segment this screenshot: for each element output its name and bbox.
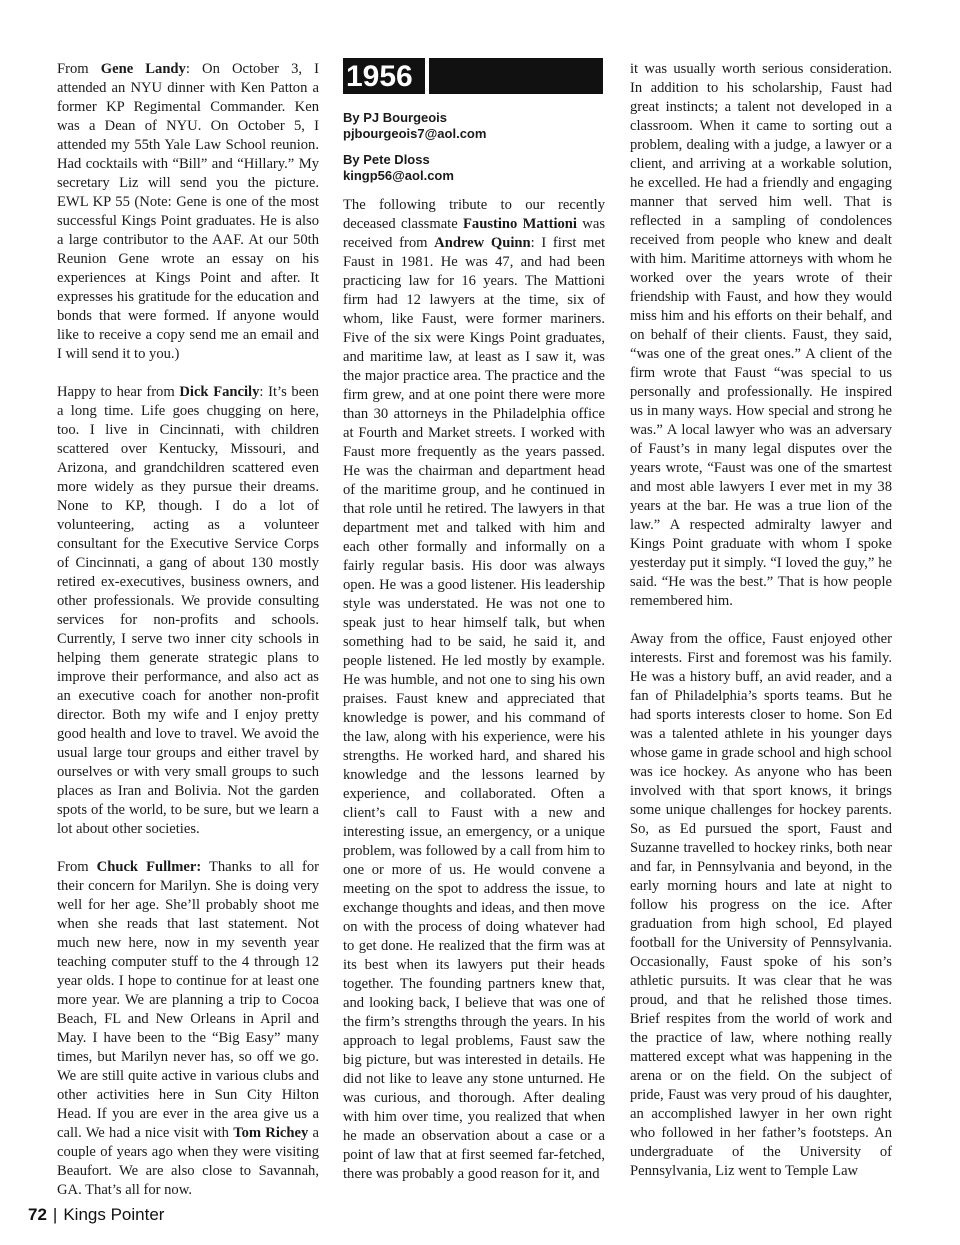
author-email[interactable]: pjbourgeois7@aol.com (343, 126, 487, 141)
footer-separator: | (52, 1205, 58, 1224)
byline (343, 152, 605, 184)
author-bylines (343, 110, 605, 194)
entry-mattioni-tribute: The following tribute to our recently deceased classmate Faustino Mattioni was received from Andrew Quinn: I first met Faust in 1981. He was 47, and had been practicing law for 16 years. The Mattioni firm had 12 lawyers at the time, six of whom, like Faust, were former mariners. Five of the six were Kings Point graduates, and maritime law, at least as I saw it, was the major practice area. The practice and the firm grew, and at one point there were more than 30 attorneys in the Philadelphia office at Fourth and Market streets. I worked with Faust more frequently as the years passed. He was the chairman and department head of the maritime group, and he continued in that role until he retired. The lawyers in that department met and talked with him and each other formally and informally on a fairly regular basis. His door was always open. He was a good listener. His leadership style was understated. He was not one to speak just to hear himself talk, but when something had to be said, he said it, and people listened. He led mostly by example. He was humble, and not one to sing his own praises. Faust knew and appreciated that knowledge is power, and his command of the law, along with his experience, were his strengths. He worked hard, and shared his knowledge and the lessons learned by experience, and collaborated. Often a client’s call to Faust with a new and interesting issue, an emergency, or a unique problem, was followed by a call from him to one or more of us. He would convene a meeting on the spot to address the issue, to exchange thoughts and ideas, and then move on with the process of doing whatever had to get done. He realized that the firm was at its best when its lawyers put their heads together. The founding partners knew that, and looking back, I believe that was one of the firm’s strengths through the years. In his approach to legal problems, Faust saw the big picture, but was interested in details. He did not like to leave any stone unturned. He was curious, and thorough. After dealing with him over time, you realized that when he made an observation about a case or a point of law that at first seemed far-fetched, there was probably a good reason for it, and (343, 197, 605, 1182)
column-middle (343, 196, 605, 1203)
entry-dick-fancily: Happy to hear from Dick Fancily: It’s been a long time. Life goes chugging on here, too. I live in Cincinnati, with children scattered over Kentucky, Missouri, and Arizona, and grandchildren scattered even more widely as they pursue their dreams. None to KP, though. I do a lot of volunteering, acting as a volunteer consultant for the Executive Service Corps of Cincinnati, a gang of about 130 mostly retired ex-executives, business owners, and other professionals. We provide consulting services for non-profits and schools. Currently, I serve two inner city schools in helping them generate strategic plans to improve their performance, and also act as an executive coach for another non-profit director. Both my wife and I enjoy pretty good health and love to travel. We avoid the usual large tour groups and either travel by ourselves or with very small groups to such places as Iran and Bolivia. Not the garden spots of the world, to be sure, but we learn a lot about other societies. (57, 384, 319, 837)
column-left (57, 60, 319, 1219)
tribute-family: Away from the office, Faust enjoyed other interests. First and foremost was his family. He was a history buff, an avid reader, and a fan of Philadelphia’s sports teams. But he had sports interests closer to home. Son Ed was a talented athlete in his younger days whose game in grade school and high school was ice hockey. As anyone who has been involved with that sport knows, it brings some unique challenges for hockey parents. So, as Ed pursued the sport, Faust and Suzanne travelled to hockey rinks, both near and far, in Pennsylvania and beyond, in the early morning hours and late at night to follow his progress on the ice. After graduation from high school, Ed played football for the University of Pennsylvania. Occasionally, Faust spoke of his son’s athletic pursuits. It was clear that he was proud, and that he relished those times. Brief respites from the world of work and the practice of law, where nothing really mattered except what was happening in the arena or on the field. On the subject of pride, Faust was very proud of his daughter, an accomplished lawyer in her own right who followed in her father’s footsteps. An undergraduate of the University of Pennsylvania, Liz went to Temple Law (630, 631, 892, 1179)
classmate-name: Faustino Mattioni (463, 216, 577, 232)
page-footer (28, 1205, 164, 1225)
author-email[interactable]: kingp56@aol.com (343, 168, 454, 183)
classmate-name: Chuck Fullmer: (96, 859, 202, 875)
classmate-name: Andrew Quinn (434, 235, 531, 251)
entry-chuck-fullmer: From Chuck Fullmer: Thanks to all for their concern for Marilyn. She is doing very well for her age. She’ll probably shoot me when she reads that last statement. Not much new here, now in my seventh year teaching computer stuff to the 4 through 12 year olds. I hope to continue for at least one more year. We are planning a trip to Cocoa Beach, FL and New Orleans in April and May. I have been to the “Big Easy” many times, but Marilyn never has, so off we go. We are still quite active in various clubs and other activities here in Sun City Hilton Head. If you are ever in the area give us a call. We had a nice visit with Tom Richey a couple of years ago when they were visiting Beaufort. We are also close to Savannah, GA. That’s all for now. (57, 859, 319, 1198)
author-name: By Pete Dloss (343, 152, 430, 167)
class-year-label: 1956 (343, 58, 429, 94)
byline (343, 110, 605, 142)
tribute-continued: it was usually worth serious consideration. In addition to his scholarship, Faust had great instincts; a talent not developed in a classroom. When it came to sorting out a problem, dealing with a judge, a lawyer or a client, and arriving at a workable solution, he excelled. He had a friendly and engaging manner that served him well. That is reflected in a sampling of condolences received from people who knew and dealt with him. Maritime attorneys with whom he worked over the years wrote of their friendship with Faust, and how they would miss him and his efforts on their behalf, and on behalf of their clients. Faust, they said, “was one of the great ones.” A client of the firm wrote that Faust “was special to us personally and professionally. He inspired us in many ways. How special and strong he was.” A local lawyer who was an adversary of Faust’s in many legal disputes over the years wrote, “Faust was one of the smartest and most able lawyers I ever met in my 38 years at the bar. He was a true lion of the law.” A respected admiralty lawyer and Kings Point graduate with whom I spoke yesterday put it simply. “I loved the guy,” he said. “He was the best.” That is how people remembered him. (630, 61, 892, 609)
column-right (630, 60, 892, 1200)
publication-title: Kings Pointer (63, 1205, 165, 1224)
classmate-name: Gene Landy (100, 61, 186, 77)
author-name: By PJ Bourgeois (343, 110, 448, 125)
classmate-name: Dick Fancily (179, 384, 260, 400)
entry-gene-landy: From Gene Landy: On October 3, I attended an NYU dinner with Ken Patton a former KP Regimental Commander. Ken was a Dean of NYU. On October 5, I attended my 55th Yale Law School reunion. Had cocktails with “Bill” and “Hillary.” My secretary Liz will send you the picture. EWL KP 55 (Note: Gene is one of the most successful Kings Point graduates. He is also a large contributor to the AAF. At our 50th Reunion Gene wrote an essay on his experiences at Kings Point and after. It expresses his gratitude for the education and bonds that were formed. If anyone would like to receive a copy send me an email and I will send it to you.) (57, 61, 320, 362)
classmate-name: Tom Richey (233, 1125, 309, 1141)
page-number: 72 (28, 1205, 47, 1224)
